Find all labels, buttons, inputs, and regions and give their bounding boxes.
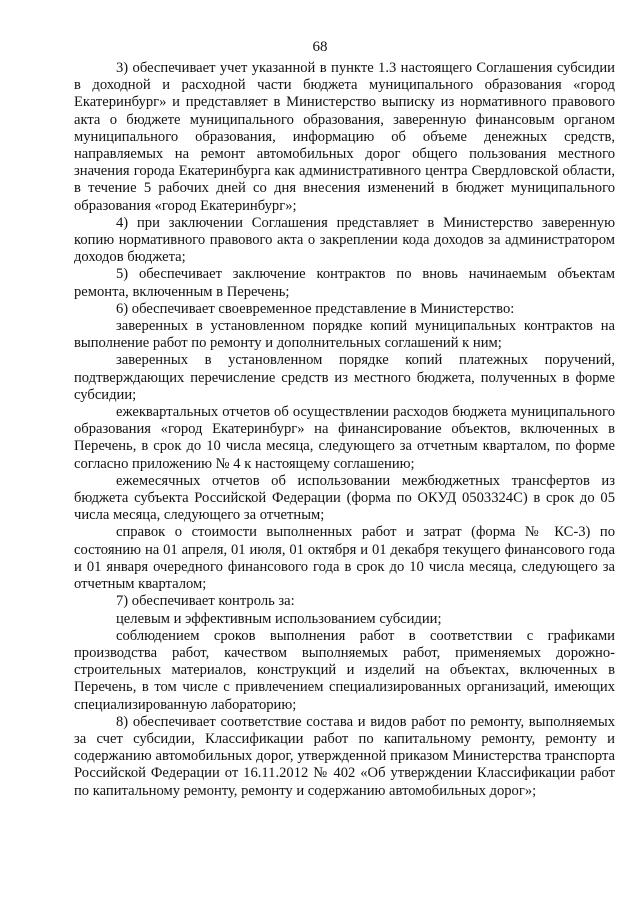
paragraph-6: 6) обеспечивает своевременное представление в Министерство: <box>116 300 515 317</box>
list-item: целевым и эффективным использованием субсидии; <box>116 610 442 627</box>
paragraph-7: 7) обеспечивает контроль за: <box>116 593 295 610</box>
list-item: соблюдением сроков выполнения работ в соответствии с графиками производства работ, качеством выполняемых работ, применяемых дорожно-строительных материалов, конструкций и изделий на объектах, включенных в Перечень, в том числе с привлечением специализированных организаций, имеющих специализированную лабораторию; <box>74 627 615 713</box>
list-item: справок о стоимости выполненных работ и затрат (форма № КС-3) по состоянию на 01 апреля, 01 июля, 01 октября и 01 декабря текущего финансового года и 01 января очередного финансового года в срок до 10 числа месяца, следующего за отчетным кварталом; <box>74 524 615 593</box>
paragraph-3: 3) обеспечивает учет указанной в пункте 1.3 настоящего Соглашения субсидии в доходной и расходной части бюджета муниципального образования «город Екатеринбург» и представляет в Министерство выписку из нормативного правового акта о бюджете муниципального образования, заверенную финансовым органом муниципального образования, информацию об объеме денежных средств, направляемых на ремонт автомобильных дорог общего пользования местного значения города Екатеринбурга как административного центра Свердловской области, в течение 5 рабочих дней со дня внесения изменений в бюджет муниципального образования «город Екатеринбург»; <box>74 60 615 214</box>
document-body <box>74 60 615 800</box>
list-item: ежемесячных отчетов об использовании межбюджетных трансфертов из бюджета субъекта Российской Федерации (форма по ОКУД 0503324С) в срок до 05 числа месяца, следующего за отчетным; <box>74 472 615 524</box>
page-number: 68 <box>312 39 328 55</box>
paragraph-8: 8) обеспечивает соответствие состава и видов работ по ремонту, выполняемых за счет субсидии, Классификации работ по капитальному ремонту, ремонту и содержанию автомобильных дорог, утвержденной приказом Министерства транспорта Российской Федерации от 16.11.2012 № 402 «Об утверждении Классификации работ по капитальному ремонту, ремонту и содержанию автомобильных дорог»; <box>74 713 615 799</box>
list-item: ежеквартальных отчетов об осуществлении расходов бюджета муниципального образования «город Екатеринбург» на финансирование объектов, включенных в Перечень, в срок до 10 числа месяца, следующего за отчетным кварталом, по форме согласно приложению № 4 к настоящему соглашению; <box>74 404 615 472</box>
paragraph-5: 5) обеспечивает заключение контрактов по вновь начинаемым объектам ремонта, включенным в Перечень; <box>74 266 615 300</box>
list-item: заверенных в установленном порядке копий платежных поручений, подтверждающих перечисление средств из местного бюджета, полученных в форме субсидии; <box>74 352 615 403</box>
paragraph-4: 4) при заключении Соглашения представляет в Министерство заверенную копию нормативного правового акта о закреплении кода доходов за администратором доходов бюджета; <box>74 214 615 266</box>
list-item: заверенных в установленном порядке копий муниципальных контрактов на выполнение работ по ремонту и дополнительных соглашений к ним; <box>74 318 615 352</box>
